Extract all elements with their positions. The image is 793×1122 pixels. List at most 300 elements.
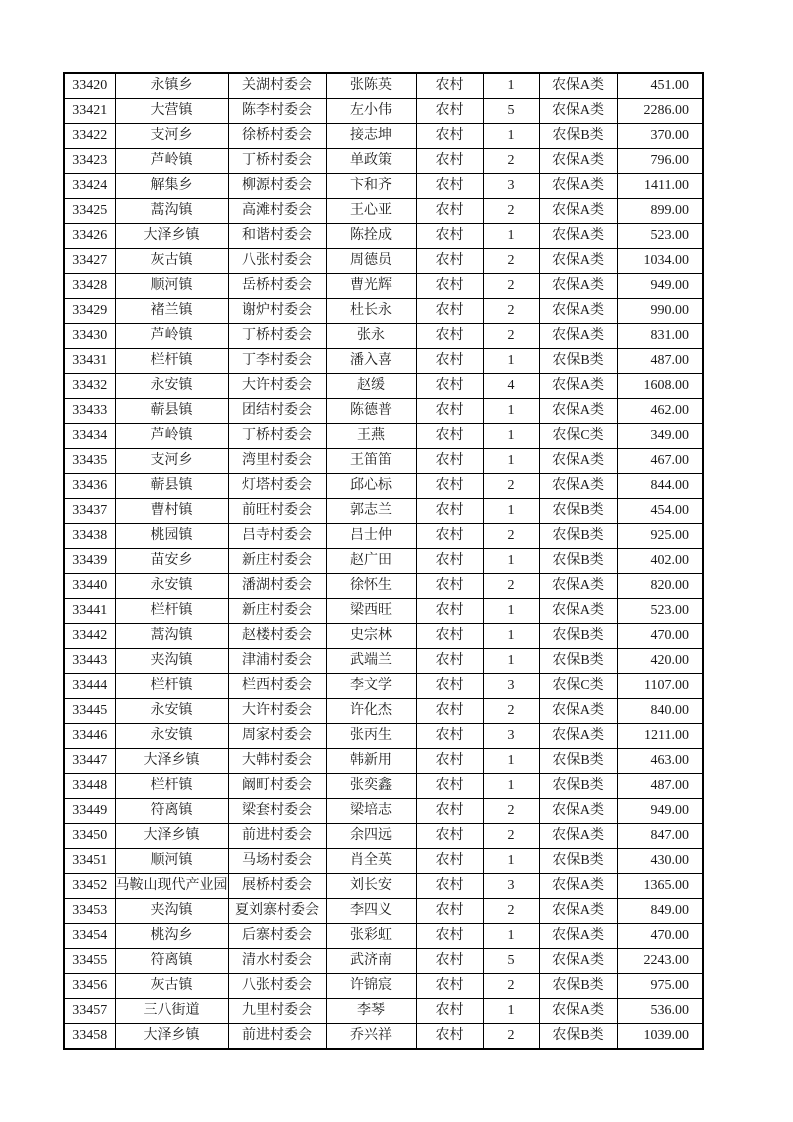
table-row xyxy=(64,399,703,424)
cell-household-type: 农村 xyxy=(416,99,483,124)
cell-village-committee: 梁套村委会 xyxy=(228,799,326,824)
cell-person-name: 单政策 xyxy=(326,149,416,174)
cell-person-count: 1 xyxy=(483,349,539,374)
cell-record-id: 33437 xyxy=(64,499,115,524)
cell-township: 栏杆镇 xyxy=(115,599,228,624)
cell-household-type: 农村 xyxy=(416,499,483,524)
cell-amount: 849.00 xyxy=(617,899,703,924)
cell-record-id: 33428 xyxy=(64,274,115,299)
cell-record-id: 33448 xyxy=(64,774,115,799)
cell-person-name: 余四远 xyxy=(326,824,416,849)
cell-insurance-category: 农保B类 xyxy=(539,624,617,649)
cell-insurance-category: 农保C类 xyxy=(539,424,617,449)
cell-village-committee: 潘湖村委会 xyxy=(228,574,326,599)
table-row xyxy=(64,574,703,599)
cell-person-count: 5 xyxy=(483,949,539,974)
cell-person-count: 1 xyxy=(483,224,539,249)
table-row xyxy=(64,149,703,174)
cell-household-type: 农村 xyxy=(416,399,483,424)
table-row xyxy=(64,374,703,399)
cell-insurance-category: 农保A类 xyxy=(539,999,617,1024)
cell-person-name: 刘长安 xyxy=(326,874,416,899)
cell-household-type: 农村 xyxy=(416,949,483,974)
cell-person-name: 武端兰 xyxy=(326,649,416,674)
cell-person-name: 李琴 xyxy=(326,999,416,1024)
table-row xyxy=(64,849,703,874)
cell-record-id: 33449 xyxy=(64,799,115,824)
table-row xyxy=(64,449,703,474)
cell-amount: 487.00 xyxy=(617,349,703,374)
table-row xyxy=(64,274,703,299)
cell-person-name: 张奕鑫 xyxy=(326,774,416,799)
cell-amount: 463.00 xyxy=(617,749,703,774)
cell-amount: 451.00 xyxy=(617,73,703,99)
table-row xyxy=(64,874,703,899)
cell-person-name: 赵广田 xyxy=(326,549,416,574)
cell-record-id: 33422 xyxy=(64,124,115,149)
cell-township: 蕲县镇 xyxy=(115,399,228,424)
table-row xyxy=(64,99,703,124)
cell-person-count: 3 xyxy=(483,174,539,199)
cell-record-id: 33439 xyxy=(64,549,115,574)
cell-person-name: 张彩虹 xyxy=(326,924,416,949)
table-row xyxy=(64,73,703,99)
cell-amount: 949.00 xyxy=(617,274,703,299)
cell-village-committee: 大许村委会 xyxy=(228,374,326,399)
cell-person-count: 2 xyxy=(483,699,539,724)
cell-village-committee: 湾里村委会 xyxy=(228,449,326,474)
cell-township: 大泽乡镇 xyxy=(115,224,228,249)
cell-township: 永安镇 xyxy=(115,374,228,399)
cell-household-type: 农村 xyxy=(416,299,483,324)
cell-person-name: 王笛笛 xyxy=(326,449,416,474)
table-row xyxy=(64,799,703,824)
cell-village-committee: 前进村委会 xyxy=(228,1024,326,1050)
cell-household-type: 农村 xyxy=(416,974,483,999)
table-row xyxy=(64,949,703,974)
cell-insurance-category: 农保A类 xyxy=(539,799,617,824)
cell-amount: 470.00 xyxy=(617,924,703,949)
table-row xyxy=(64,599,703,624)
cell-person-count: 2 xyxy=(483,199,539,224)
cell-person-name: 王燕 xyxy=(326,424,416,449)
cell-person-count: 1 xyxy=(483,73,539,99)
table-row xyxy=(64,999,703,1024)
cell-amount: 470.00 xyxy=(617,624,703,649)
table-row xyxy=(64,624,703,649)
cell-person-count: 1 xyxy=(483,999,539,1024)
table-row xyxy=(64,824,703,849)
cell-insurance-category: 农保A类 xyxy=(539,399,617,424)
cell-amount: 1411.00 xyxy=(617,174,703,199)
cell-household-type: 农村 xyxy=(416,824,483,849)
cell-person-count: 1 xyxy=(483,774,539,799)
cell-amount: 370.00 xyxy=(617,124,703,149)
cell-township: 芦岭镇 xyxy=(115,424,228,449)
cell-person-count: 2 xyxy=(483,274,539,299)
cell-household-type: 农村 xyxy=(416,699,483,724)
cell-township: 支河乡 xyxy=(115,124,228,149)
cell-person-name: 梁培志 xyxy=(326,799,416,824)
cell-household-type: 农村 xyxy=(416,73,483,99)
cell-village-committee: 清水村委会 xyxy=(228,949,326,974)
cell-household-type: 农村 xyxy=(416,124,483,149)
cell-record-id: 33424 xyxy=(64,174,115,199)
cell-person-name: 潘入喜 xyxy=(326,349,416,374)
cell-record-id: 33436 xyxy=(64,474,115,499)
cell-insurance-category: 农保B类 xyxy=(539,499,617,524)
cell-amount: 454.00 xyxy=(617,499,703,524)
table-row xyxy=(64,499,703,524)
cell-insurance-category: 农保A类 xyxy=(539,574,617,599)
cell-person-name: 吕士仲 xyxy=(326,524,416,549)
cell-amount: 467.00 xyxy=(617,449,703,474)
cell-record-id: 33457 xyxy=(64,999,115,1024)
cell-village-committee: 陈李村委会 xyxy=(228,99,326,124)
cell-township: 灰古镇 xyxy=(115,249,228,274)
cell-township: 永安镇 xyxy=(115,574,228,599)
cell-person-name: 许锦宸 xyxy=(326,974,416,999)
cell-record-id: 33446 xyxy=(64,724,115,749)
cell-person-name: 杜长永 xyxy=(326,299,416,324)
cell-record-id: 33426 xyxy=(64,224,115,249)
cell-amount: 1365.00 xyxy=(617,874,703,899)
cell-person-count: 1 xyxy=(483,624,539,649)
table-row xyxy=(64,924,703,949)
cell-record-id: 33427 xyxy=(64,249,115,274)
cell-village-committee: 九里村委会 xyxy=(228,999,326,1024)
cell-village-committee: 关湖村委会 xyxy=(228,73,326,99)
cell-township: 夹沟镇 xyxy=(115,899,228,924)
cell-village-committee: 前旺村委会 xyxy=(228,499,326,524)
cell-amount: 990.00 xyxy=(617,299,703,324)
cell-person-name: 邱心标 xyxy=(326,474,416,499)
cell-person-count: 3 xyxy=(483,874,539,899)
cell-amount: 1608.00 xyxy=(617,374,703,399)
table-row xyxy=(64,349,703,374)
cell-amount: 975.00 xyxy=(617,974,703,999)
cell-township: 三八街道 xyxy=(115,999,228,1024)
cell-person-name: 左小伟 xyxy=(326,99,416,124)
cell-record-id: 33452 xyxy=(64,874,115,899)
cell-insurance-category: 农保A类 xyxy=(539,474,617,499)
cell-village-committee: 岳桥村委会 xyxy=(228,274,326,299)
cell-insurance-category: 农保A类 xyxy=(539,224,617,249)
table-row xyxy=(64,174,703,199)
cell-insurance-category: 农保A类 xyxy=(539,599,617,624)
cell-record-id: 33458 xyxy=(64,1024,115,1050)
cell-person-name: 韩新用 xyxy=(326,749,416,774)
cell-record-id: 33447 xyxy=(64,749,115,774)
cell-record-id: 33453 xyxy=(64,899,115,924)
cell-village-committee: 团结村委会 xyxy=(228,399,326,424)
cell-township: 大泽乡镇 xyxy=(115,1024,228,1050)
cell-person-count: 3 xyxy=(483,724,539,749)
table-row xyxy=(64,724,703,749)
cell-amount: 899.00 xyxy=(617,199,703,224)
cell-township: 栏杆镇 xyxy=(115,774,228,799)
cell-person-name: 许化杰 xyxy=(326,699,416,724)
cell-record-id: 33429 xyxy=(64,299,115,324)
cell-household-type: 农村 xyxy=(416,674,483,699)
cell-person-count: 2 xyxy=(483,899,539,924)
cell-person-name: 史宗林 xyxy=(326,624,416,649)
cell-village-committee: 周家村委会 xyxy=(228,724,326,749)
cell-village-committee: 八张村委会 xyxy=(228,249,326,274)
cell-amount: 820.00 xyxy=(617,574,703,599)
cell-insurance-category: 农保A类 xyxy=(539,724,617,749)
cell-amount: 1107.00 xyxy=(617,674,703,699)
cell-insurance-category: 农保A类 xyxy=(539,299,617,324)
cell-person-name: 接志坤 xyxy=(326,124,416,149)
cell-amount: 831.00 xyxy=(617,324,703,349)
cell-household-type: 农村 xyxy=(416,199,483,224)
table-row xyxy=(64,674,703,699)
cell-amount: 796.00 xyxy=(617,149,703,174)
cell-amount: 847.00 xyxy=(617,824,703,849)
cell-insurance-category: 农保A类 xyxy=(539,149,617,174)
cell-township: 永镇乡 xyxy=(115,73,228,99)
cell-insurance-category: 农保B类 xyxy=(539,124,617,149)
cell-village-committee: 高滩村委会 xyxy=(228,199,326,224)
cell-amount: 536.00 xyxy=(617,999,703,1024)
cell-insurance-category: 农保A类 xyxy=(539,824,617,849)
cell-person-name: 李文学 xyxy=(326,674,416,699)
cell-village-committee: 徐桥村委会 xyxy=(228,124,326,149)
table-row xyxy=(64,649,703,674)
cell-village-committee: 谢炉村委会 xyxy=(228,299,326,324)
cell-insurance-category: 农保A类 xyxy=(539,949,617,974)
cell-record-id: 33440 xyxy=(64,574,115,599)
cell-amount: 844.00 xyxy=(617,474,703,499)
table-row xyxy=(64,424,703,449)
cell-record-id: 33434 xyxy=(64,424,115,449)
cell-amount: 420.00 xyxy=(617,649,703,674)
cell-insurance-category: 农保A类 xyxy=(539,924,617,949)
cell-insurance-category: 农保A类 xyxy=(539,199,617,224)
cell-amount: 2286.00 xyxy=(617,99,703,124)
cell-household-type: 农村 xyxy=(416,324,483,349)
cell-person-name: 李四义 xyxy=(326,899,416,924)
cell-person-name: 陈拴成 xyxy=(326,224,416,249)
cell-amount: 949.00 xyxy=(617,799,703,824)
cell-person-count: 2 xyxy=(483,974,539,999)
cell-person-name: 王心亚 xyxy=(326,199,416,224)
cell-person-count: 2 xyxy=(483,299,539,324)
cell-township: 顺河镇 xyxy=(115,849,228,874)
cell-village-committee: 柳源村委会 xyxy=(228,174,326,199)
cell-household-type: 农村 xyxy=(416,524,483,549)
cell-household-type: 农村 xyxy=(416,899,483,924)
cell-household-type: 农村 xyxy=(416,799,483,824)
cell-insurance-category: 农保B类 xyxy=(539,849,617,874)
table-row xyxy=(64,474,703,499)
table-row xyxy=(64,899,703,924)
cell-insurance-category: 农保C类 xyxy=(539,674,617,699)
cell-household-type: 农村 xyxy=(416,174,483,199)
cell-person-name: 卞和齐 xyxy=(326,174,416,199)
cell-village-committee: 丁桥村委会 xyxy=(228,324,326,349)
table-row xyxy=(64,524,703,549)
cell-record-id: 33433 xyxy=(64,399,115,424)
cell-household-type: 农村 xyxy=(416,149,483,174)
cell-insurance-category: 农保A类 xyxy=(539,699,617,724)
cell-person-name: 乔兴祥 xyxy=(326,1024,416,1050)
cell-village-committee: 马场村委会 xyxy=(228,849,326,874)
cell-record-id: 33421 xyxy=(64,99,115,124)
cell-amount: 487.00 xyxy=(617,774,703,799)
cell-insurance-category: 农保A类 xyxy=(539,73,617,99)
cell-person-name: 赵缓 xyxy=(326,374,416,399)
cell-household-type: 农村 xyxy=(416,649,483,674)
table-row xyxy=(64,124,703,149)
cell-township: 符离镇 xyxy=(115,949,228,974)
cell-person-count: 1 xyxy=(483,549,539,574)
cell-amount: 840.00 xyxy=(617,699,703,724)
cell-record-id: 33443 xyxy=(64,649,115,674)
cell-household-type: 农村 xyxy=(416,574,483,599)
cell-record-id: 33451 xyxy=(64,849,115,874)
cell-township: 芦岭镇 xyxy=(115,324,228,349)
cell-insurance-category: 农保B类 xyxy=(539,649,617,674)
cell-person-count: 1 xyxy=(483,924,539,949)
cell-person-count: 1 xyxy=(483,599,539,624)
cell-person-count: 4 xyxy=(483,374,539,399)
cell-village-committee: 展桥村委会 xyxy=(228,874,326,899)
cell-amount: 349.00 xyxy=(617,424,703,449)
cell-insurance-category: 农保A类 xyxy=(539,274,617,299)
cell-household-type: 农村 xyxy=(416,274,483,299)
cell-record-id: 33420 xyxy=(64,73,115,99)
cell-township: 支河乡 xyxy=(115,449,228,474)
cell-person-name: 武济南 xyxy=(326,949,416,974)
cell-village-committee: 赵楼村委会 xyxy=(228,624,326,649)
cell-person-name: 张永 xyxy=(326,324,416,349)
cell-township: 苗安乡 xyxy=(115,549,228,574)
cell-record-id: 33445 xyxy=(64,699,115,724)
cell-amount: 925.00 xyxy=(617,524,703,549)
cell-person-count: 2 xyxy=(483,149,539,174)
cell-township: 栏杆镇 xyxy=(115,349,228,374)
cell-person-name: 陈德普 xyxy=(326,399,416,424)
cell-amount: 1034.00 xyxy=(617,249,703,274)
cell-amount: 1039.00 xyxy=(617,1024,703,1050)
cell-township: 蒿沟镇 xyxy=(115,624,228,649)
cell-township: 蒿沟镇 xyxy=(115,199,228,224)
cell-village-committee: 八张村委会 xyxy=(228,974,326,999)
cell-township: 灰古镇 xyxy=(115,974,228,999)
cell-village-committee: 大许村委会 xyxy=(228,699,326,724)
cell-village-committee: 丁桥村委会 xyxy=(228,149,326,174)
cell-township: 解集乡 xyxy=(115,174,228,199)
cell-amount: 1211.00 xyxy=(617,724,703,749)
cell-person-count: 2 xyxy=(483,249,539,274)
cell-household-type: 农村 xyxy=(416,449,483,474)
cell-insurance-category: 农保A类 xyxy=(539,449,617,474)
cell-person-count: 1 xyxy=(483,124,539,149)
cell-village-committee: 丁桥村委会 xyxy=(228,424,326,449)
cell-amount: 430.00 xyxy=(617,849,703,874)
cell-household-type: 农村 xyxy=(416,549,483,574)
cell-person-count: 1 xyxy=(483,499,539,524)
cell-record-id: 33442 xyxy=(64,624,115,649)
cell-village-committee: 栏西村委会 xyxy=(228,674,326,699)
cell-person-count: 2 xyxy=(483,1024,539,1050)
cell-township: 曹村镇 xyxy=(115,499,228,524)
cell-insurance-category: 农保B类 xyxy=(539,524,617,549)
cell-household-type: 农村 xyxy=(416,624,483,649)
cell-insurance-category: 农保B类 xyxy=(539,349,617,374)
cell-village-committee: 前进村委会 xyxy=(228,824,326,849)
cell-village-committee: 丁李村委会 xyxy=(228,349,326,374)
cell-village-committee: 新庄村委会 xyxy=(228,549,326,574)
cell-township: 大泽乡镇 xyxy=(115,824,228,849)
cell-village-committee: 阚町村委会 xyxy=(228,774,326,799)
cell-household-type: 农村 xyxy=(416,599,483,624)
cell-township: 大泽乡镇 xyxy=(115,749,228,774)
cell-person-count: 2 xyxy=(483,799,539,824)
cell-insurance-category: 农保B类 xyxy=(539,1024,617,1050)
cell-household-type: 农村 xyxy=(416,774,483,799)
table-body xyxy=(64,73,703,1049)
cell-person-name: 曹光辉 xyxy=(326,274,416,299)
cell-record-id: 33441 xyxy=(64,599,115,624)
cell-amount: 523.00 xyxy=(617,599,703,624)
cell-household-type: 农村 xyxy=(416,349,483,374)
cell-person-count: 3 xyxy=(483,674,539,699)
cell-village-committee: 津浦村委会 xyxy=(228,649,326,674)
cell-household-type: 农村 xyxy=(416,924,483,949)
table-row xyxy=(64,1024,703,1050)
table-row xyxy=(64,549,703,574)
cell-person-count: 1 xyxy=(483,749,539,774)
cell-township: 夹沟镇 xyxy=(115,649,228,674)
cell-household-type: 农村 xyxy=(416,1024,483,1050)
cell-township: 大营镇 xyxy=(115,99,228,124)
cell-amount: 523.00 xyxy=(617,224,703,249)
cell-record-id: 33454 xyxy=(64,924,115,949)
cell-township: 桃沟乡 xyxy=(115,924,228,949)
cell-person-count: 2 xyxy=(483,524,539,549)
cell-household-type: 农村 xyxy=(416,374,483,399)
cell-record-id: 33455 xyxy=(64,949,115,974)
cell-person-count: 2 xyxy=(483,824,539,849)
cell-insurance-category: 农保A类 xyxy=(539,874,617,899)
cell-insurance-category: 农保A类 xyxy=(539,374,617,399)
cell-record-id: 33430 xyxy=(64,324,115,349)
cell-person-count: 1 xyxy=(483,449,539,474)
table-row xyxy=(64,974,703,999)
table-row xyxy=(64,324,703,349)
table-row xyxy=(64,699,703,724)
cell-insurance-category: 农保B类 xyxy=(539,774,617,799)
cell-person-count: 1 xyxy=(483,399,539,424)
cell-insurance-category: 农保B类 xyxy=(539,749,617,774)
cell-person-name: 张丙生 xyxy=(326,724,416,749)
cell-township: 蕲县镇 xyxy=(115,474,228,499)
cell-insurance-category: 农保A类 xyxy=(539,174,617,199)
table-row xyxy=(64,249,703,274)
cell-village-committee: 大韩村委会 xyxy=(228,749,326,774)
cell-household-type: 农村 xyxy=(416,749,483,774)
cell-person-count: 1 xyxy=(483,849,539,874)
cell-person-name: 张陈英 xyxy=(326,73,416,99)
table-row xyxy=(64,299,703,324)
table-row xyxy=(64,224,703,249)
cell-township: 褚兰镇 xyxy=(115,299,228,324)
cell-household-type: 农村 xyxy=(416,849,483,874)
cell-township: 永安镇 xyxy=(115,724,228,749)
